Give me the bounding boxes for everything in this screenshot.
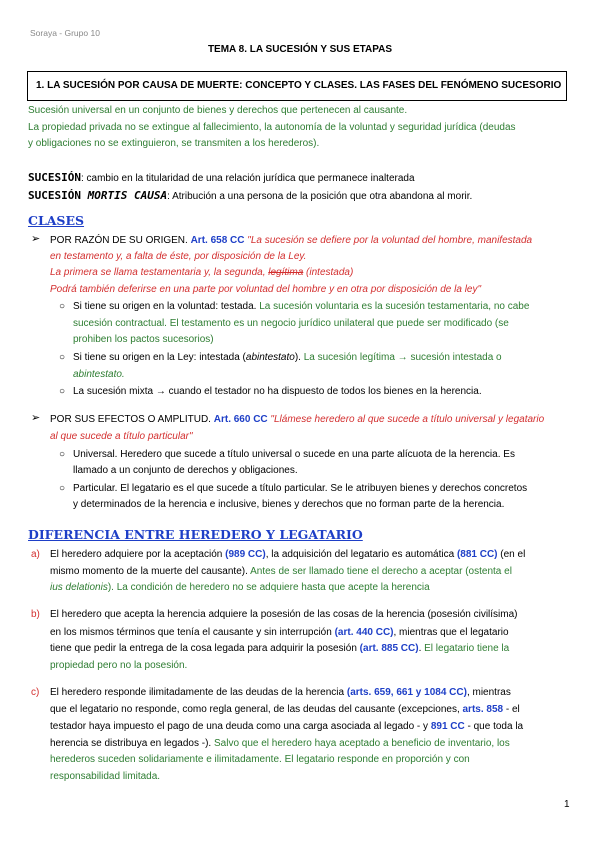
heading-diferencia: DIFERENCIA ENTRE HEREDERO Y LEGATARIO — [28, 527, 363, 542]
term-sucesion: SUCESIÓN — [28, 171, 81, 184]
efectos-b2-line-1: Particular. El legatario es el que sucede a título particular. Se le atribuyen bienes y derechos concretos — [73, 483, 528, 494]
origen-quote-2: en testamento y, a falta de éste, por disposición de la Ley. — [50, 251, 307, 262]
dif-c-4b: Salvo que el heredero haya aceptado a beneficio de inventario, los — [213, 738, 510, 749]
origen-b1-line-2: sucesión contractual. El testamento es un negocio jurídico unilateral que puede ser modificado (se — [73, 318, 509, 329]
origen-b2b: abintestato — [245, 352, 295, 363]
dif-b-2c: , mientras que el legatario — [393, 627, 509, 638]
arrow-bullet-icon: ➢ — [31, 233, 41, 245]
dif-b-3c: . — [418, 643, 425, 654]
term-mortis-causa: MORTIS CAUSA — [87, 189, 168, 202]
origen-quote-strike: legítima — [268, 267, 304, 278]
efectos-label: POR SUS EFECTOS O AMPLITUD. — [50, 414, 214, 425]
origen-b1-line-1 — [73, 302, 529, 312]
definition-mortis-causa — [28, 190, 472, 202]
dif-a-2a: mismo momento de la muerte del causante). — [50, 566, 251, 577]
dif-c-3a: testador haya impuesto el pago de una deuda como una carga asociada al legado - y — [50, 721, 431, 732]
origen-b1-line-3: prohiben los pactos sucesorios) — [73, 334, 214, 345]
dif-a-ref-881: (881 CC) — [456, 549, 498, 560]
origen-b2c: ). — [294, 352, 304, 363]
dif-c-ref-858: arts. 858 — [462, 704, 504, 715]
clases-efectos-line-1 — [50, 415, 544, 425]
efectos-quote-1: "Llámese heredero al que sucede a título universal y legatario — [267, 414, 545, 425]
circle-bullet-icon: ○ — [59, 352, 66, 363]
dif-c-2a: que el legatario no responde, como regla general, de las deudas del causante (excepciones, — [50, 704, 463, 715]
circle-bullet-icon: ○ — [59, 483, 66, 494]
dif-c-1c: , mientras — [466, 687, 511, 698]
dif-b-2a: en los mismos términos que tenía el causante y sin interrupción — [50, 627, 335, 638]
dif-b-ref-885: (art. 885 CC) — [359, 643, 419, 654]
dif-a-ref-989: (989 CC) — [225, 549, 266, 560]
page-number: 1 — [564, 799, 570, 810]
section-title-box: 1. LA SUCESIÓN POR CAUSA DE MUERTE: CONCEPTO Y CLASES. LAS FASES DEL FENÓMENO SUCESORIO — [27, 71, 567, 101]
page-title: TEMA 8. LA SUCESIÓN Y SUS ETAPAS — [207, 44, 393, 55]
dif-c-line-6: responsabilidad limitada. — [50, 771, 161, 782]
dif-c-line-2 — [50, 705, 520, 715]
dif-a-line-1 — [50, 550, 525, 560]
dif-a-1a: El heredero adquiere por la aceptación — [50, 549, 226, 560]
dif-c-line-3 — [50, 722, 523, 732]
dif-a-3b: ). La condición de heredero no se adquiere hasta que acepte la herencia — [107, 582, 430, 593]
dif-c-line-5: herederos suceden solidariamente e ilimitadamente. El legatario responde en proporción y con — [50, 754, 470, 765]
term-sucesion-2: SUCESIÓN — [28, 189, 88, 202]
dif-b-line-3 — [50, 644, 509, 654]
circle-bullet-icon: ○ — [59, 449, 66, 460]
origen-b1b: La sucesión voluntaria es la sucesión testamentaria, no cabe — [259, 301, 530, 312]
origen-b1a: Si tiene su origen en la voluntad: testada. — [73, 301, 260, 312]
origen-label: POR RAZÓN DE SU ORIGEN. — [50, 235, 191, 246]
dif-a-1e: (en el — [497, 549, 526, 560]
origen-quote-3 — [50, 268, 353, 278]
origen-quote-1: "La sucesión se defiere por la voluntad del hombre, manifestada — [244, 235, 533, 246]
origen-quote-3a: La primera se llama testamentaria y, la segunda, — [50, 267, 269, 278]
item-letter-a: a) — [31, 549, 40, 560]
dif-c-ref-891: 891 CC — [430, 721, 465, 732]
dif-b-line-2 — [50, 628, 509, 638]
dif-b-3d: El legatario tiene la — [424, 643, 510, 654]
dif-c-3c: - que toda la — [464, 721, 524, 732]
efectos-quote-2: al que sucede a título particular" — [50, 431, 193, 442]
clases-origen-line-1 — [50, 236, 532, 246]
dif-c-line-1 — [50, 688, 511, 698]
dif-a-2b: Antes de ser llamado tiene el derecho a aceptar (ostenta el — [250, 566, 512, 577]
circle-bullet-icon: ○ — [59, 386, 66, 397]
origen-article: Art. 658 CC — [190, 235, 245, 246]
origen-quote-4: Podrá también deferirse en una parte por voluntad del hombre y en otra por disposición de la ley" — [50, 284, 482, 295]
definition-sucesion-text: : cambio en la titularidad de una relación jurídica que permanece inalterada — [80, 173, 415, 184]
dif-a-3a: ius delationis — [50, 582, 108, 593]
intro-line-1: Sucesión universal en un conjunto de bienes y derechos que pertenecen al causante. — [28, 105, 408, 116]
item-letter-c: c) — [31, 687, 40, 698]
origen-quote-3b: (intestada) — [303, 267, 354, 278]
intro-line-3: y obligaciones no se extinguieron, se transmiten a los herederos). — [28, 138, 320, 149]
definition-mortis-text: : Atribución a una persona de la posición que otra abandona al morir. — [167, 191, 473, 202]
definition-sucesion — [28, 172, 415, 184]
efectos-b1-line-2: llamado a un conjunto de derechos y obligaciones. — [73, 465, 298, 476]
efectos-article: Art. 660 CC — [213, 414, 268, 425]
dif-a-line-3 — [50, 583, 430, 593]
dif-c-4a: herencia se distribuya en legados -). — [50, 738, 214, 749]
dif-b-line-1: El heredero que acepta la herencia adquiere la posesión de las cosas de la herencia (posesión civilísima) — [50, 609, 518, 620]
dif-a-line-2 — [50, 567, 512, 577]
dif-c-1a: El heredero responde ilimitadamente de las deudas de la herencia — [50, 687, 347, 698]
efectos-b2-line-2: y determinados de la herencia e inclusive, bienes y derechos que no forman parte de la herencia. — [73, 499, 505, 510]
dif-b-line-4: propiedad pero no la posesión. — [50, 660, 188, 671]
origen-b2d: La sucesión legítima → sucesión intestada o — [303, 352, 502, 363]
efectos-b1-line-1: Universal. Heredero que sucede a título universal o sucede en una parte alícuota de la herencia. Es — [73, 449, 515, 460]
circle-bullet-icon: ○ — [59, 301, 66, 312]
heading-clases: CLASES — [28, 213, 85, 228]
author-label: Soraya - Grupo 10 — [30, 28, 100, 38]
origen-b3: La sucesión mixta → cuando el testador no ha dispuesto de todos los bienes en la herencia. — [73, 386, 482, 397]
dif-a-1c: , la adquisición del legatario es automática — [265, 549, 457, 560]
intro-line-2: La propiedad privada no se extingue al fallecimiento, la autonomía de la voluntad y seguridad jurídica (deudas — [28, 122, 516, 133]
origen-b2-line-1 — [73, 353, 502, 363]
origen-b2a: Si tiene su origen en la Ley: intestada ( — [73, 352, 246, 363]
dif-b-3a: tiene que pedir la entrega de la cosa legada para adquirir la posesión — [50, 643, 360, 654]
dif-c-2c: - el — [503, 704, 520, 715]
dif-c-ref-659: (arts. 659, 661 y 1084 CC) — [346, 687, 467, 698]
arrow-bullet-icon: ➢ — [31, 412, 41, 424]
dif-b-ref-440: (art. 440 CC) — [334, 627, 394, 638]
origen-b2-line-2: abintestato. — [73, 369, 125, 380]
dif-c-line-4 — [50, 739, 510, 749]
item-letter-b: b) — [31, 609, 40, 620]
